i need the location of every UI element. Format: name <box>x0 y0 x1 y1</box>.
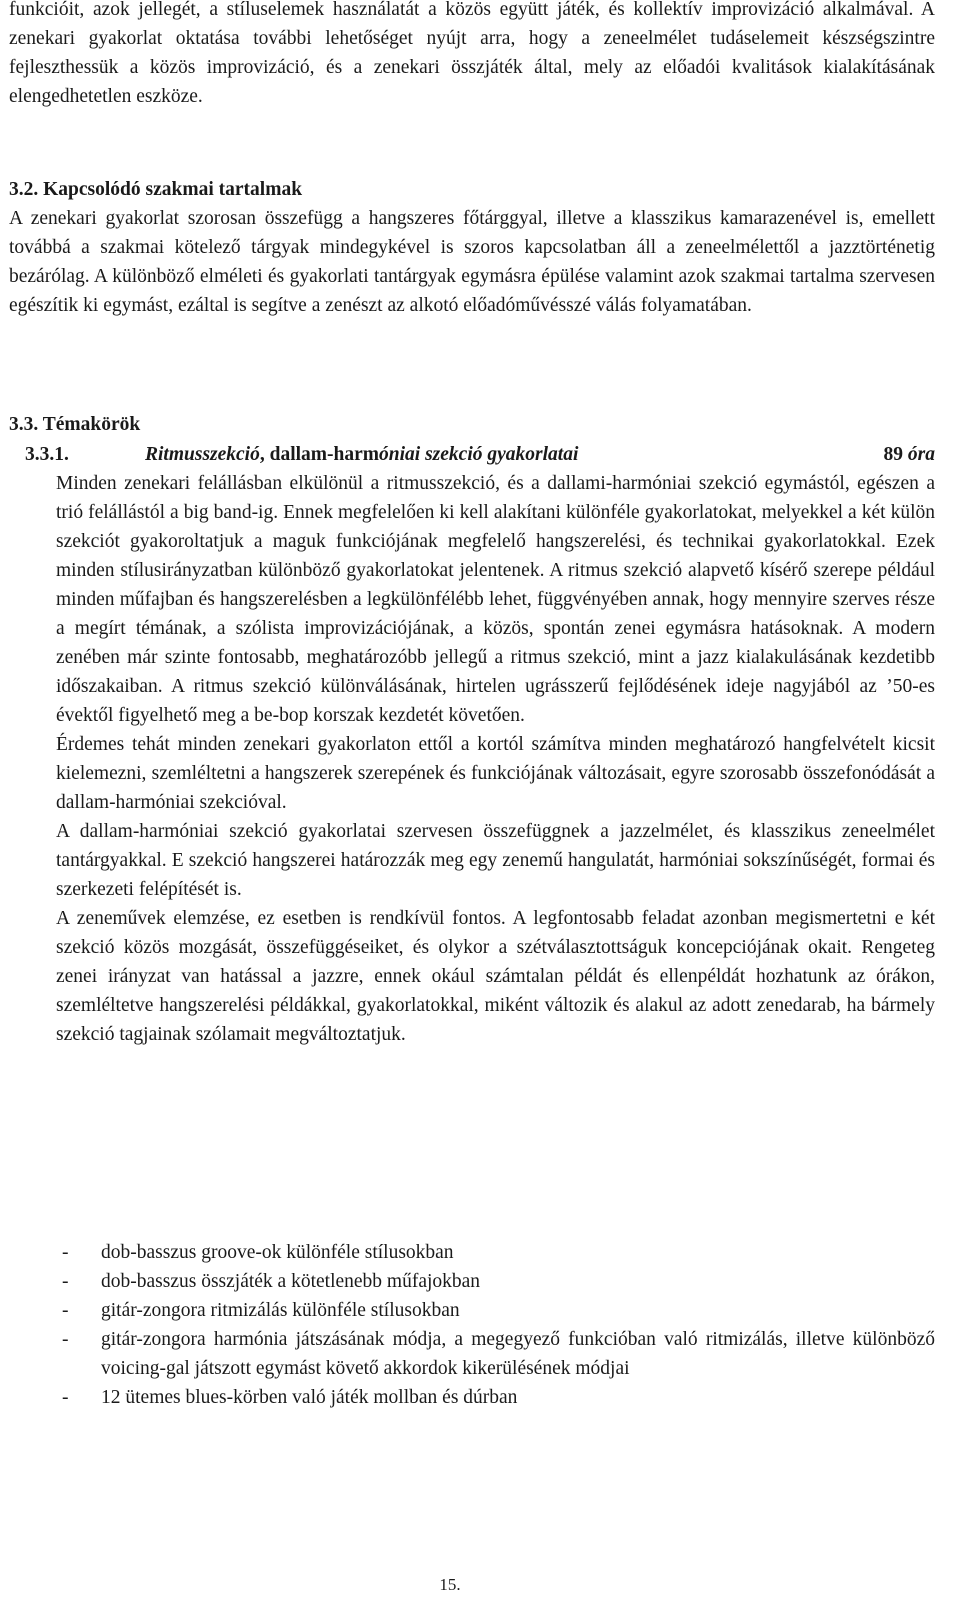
list-item-text: dob-basszus groove-ok különféle stílusokban <box>101 1242 454 1263</box>
hours-unit: óra <box>907 444 935 465</box>
list-dash: - <box>62 1329 69 1350</box>
topic-list <box>56 1238 935 1412</box>
list-dash: - <box>62 1242 69 1263</box>
title-part-a: Ritmusszekció <box>145 444 260 465</box>
heading-3-3-1 <box>25 440 935 469</box>
heading-3-2: 3.2. Kapcsolódó szakmai tartalmak <box>9 179 303 200</box>
list-item <box>56 1383 935 1412</box>
list-dash: - <box>62 1387 69 1408</box>
body-paragraph-3: A dallam-harmóniai szekció gyakorlatai szervesen összefüggnek a jazzelmélet, és klasszikus zeneelmélet tantárgyakkal. E szekció hangszerei határozzák meg egy zenemű hangulatát, harmóniai sokszínűségét, formai és szerkezeti felépítését is. <box>56 821 935 900</box>
list-item <box>56 1267 935 1296</box>
section-3-3-1-body <box>56 469 935 1049</box>
heading-3-3: 3.3. Témakörök <box>9 414 141 435</box>
list-item-text: gitár-zongora harmónia játszásának módja, a megegyező funkcióban való ritmizálás, illetve különböző voicing-gal játszott egymást követő akkordok kikerülésének módjai <box>101 1329 935 1379</box>
title-part-c: óniai szekció gyakorlatai <box>379 444 579 465</box>
body-paragraph-4: A zeneművek elemzése, ez esetben is rendkívül fontos. A legfontosabb feladat azonban megismertetni e két szekció közös mozgását, összefüggéseiket, és olykor a szétválasztottságuk koncepciójának okait. Rengeteg zenei irányzat van hatással a jazzre, ennek okául számtalan példát és ellenpéldát hozhatunk az órákon, szemléltetve hangszerelési példákkal, gyakorlatokkal, miként változik és alakul az adott zenedarab, ha bármely szekció tagjainak szólamait megváltoztatjuk. <box>56 908 935 1045</box>
list-item-text: gitár-zongora ritmizálás különféle stílusokban <box>101 1300 460 1321</box>
title-part-b: , dallam-harm <box>259 444 380 465</box>
list-item-text: dob-basszus összjáték a kötetlenebb műfajokban <box>101 1271 481 1292</box>
list-item <box>56 1238 935 1267</box>
section-3-2-paragraph: A zenekari gyakorlat szorosan összefügg a hangszeres főtárggyal, illetve a klasszikus kamarazenével is, emellett továbbá a szakmai kötelező tárgyak mindegykével is szoros kapcsolatban áll a zeneelmélettől a jazztörténetig bezárólag. A különböző elméleti és gyakorlati tantárgyak egymásra épülése valamint azok szakmai tartalma szervesen egészítik ki egymást, ezáltal is segítve a zenészt az alkotó előadóművésszé válás folyamatában. <box>9 208 935 316</box>
heading-3-3-1-number: 3.3.1. <box>25 444 69 465</box>
body-paragraph-1: Minden zenekari felállásban elkülönül a ritmusszekció, és a dallami-harmóniai szekció egymástól, egészen a trió felállástól a big band-ig. Ennek megfelelően ki kell alakítani különféle gyakorlatokat, melyekkel a két külön szekciót gyakoroltatjuk a maguk funkciójának megfelelő hangszerelési, és technikai gyakorlatokkal. Ezek minden stílusirányzatban különböző gyakorlatokat jelentenek. A ritmus szekció alapvető kísérő szerepe például minden műfajban és hangszerelésben a legkülönfélébb lehet, függvényében annak, hogy mennyire szerves része a megírt témának, a szólista improvizációjának, a közös, spontán zenei egymásra hatásoknak. A modern zenében már szinte fontosabb, meghatározóbb jellegű a ritmus szekció, mint a jazz kialakulásának kezdetibb időszakaiban. A ritmus szekció különválásának, hirtelen ugrásszerű fejlődésének ideje nagyjából az ’50-es évektől figyelhető meg a be-bop korszak kezdetét követően. <box>56 473 935 726</box>
list-dash: - <box>62 1300 69 1321</box>
hours-label <box>884 440 935 469</box>
list-dash: - <box>62 1271 69 1292</box>
list-item <box>56 1325 935 1383</box>
list-item-text: 12 ütemes blues-körben való játék mollban és dúrban <box>101 1387 518 1408</box>
page-number: 15. <box>439 1575 461 1594</box>
list-item <box>56 1296 935 1325</box>
body-paragraph-2: Érdemes tehát minden zenekari gyakorlaton ettől a kortól számítva minden meghatározó hangfelvételt kicsit kielemezni, szemléltetni a hangszerek szerepének és funkciójának változásait, egyre szorosabb összefonódását a dallam-harmóniai szekcióval. <box>56 734 935 813</box>
hours-number: 89 <box>883 444 904 465</box>
intro-paragraph: funkcióit, azok jellegét, a stíluselemek használatát a közös együtt játék, és kollektív improvizáció alkalmával. A zenekari gyakorlat oktatása további lehetőséget nyújt arra, hogy a zeneelmélet tudáselemeit készségszintre fejleszthessük a közös improvizáció, és a zenekari összjáték által, mely az előadói kvalitások kialakításának elengedhetetlen eszköze. <box>9 0 935 107</box>
heading-3-3-1-title <box>145 444 578 465</box>
